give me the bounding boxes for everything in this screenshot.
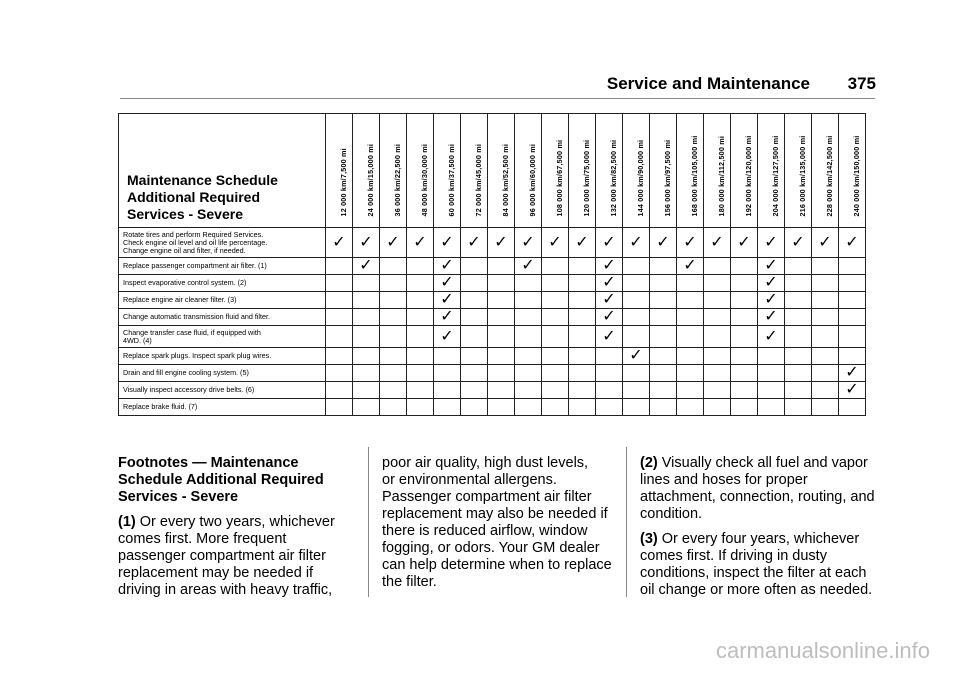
table-row [119, 399, 866, 416]
empty-cell [785, 399, 812, 416]
interval-label: 192 000 km/120,000 mi [744, 135, 753, 217]
interval-label: 228 000 km/142,500 mi [825, 135, 834, 217]
empty-cell [542, 399, 569, 416]
empty-cell [650, 348, 677, 365]
empty-cell [542, 348, 569, 365]
interval-label: 144 000 km/90,000 mi [636, 139, 645, 217]
empty-cell [677, 365, 704, 382]
checkmark-icon: ✓ [839, 228, 866, 258]
empty-cell [380, 382, 407, 399]
empty-cell [623, 258, 650, 275]
table-row [119, 292, 866, 309]
table-title-line-3: Services - Severe [127, 206, 243, 222]
empty-cell [515, 309, 542, 326]
checkmark-icon: ✓ [515, 228, 542, 258]
checkmark-icon: ✓ [434, 275, 461, 292]
empty-cell [407, 258, 434, 275]
empty-cell [515, 365, 542, 382]
empty-cell [542, 382, 569, 399]
empty-cell [569, 399, 596, 416]
empty-cell [731, 382, 758, 399]
empty-cell [677, 309, 704, 326]
empty-cell [353, 309, 380, 326]
service-description: Drain and fill engine cooling system. (5) [119, 365, 326, 382]
interval-label: 204 000 km/127,500 mi [771, 135, 780, 217]
empty-cell [731, 326, 758, 348]
empty-cell [515, 382, 542, 399]
empty-cell [812, 275, 839, 292]
empty-cell [407, 348, 434, 365]
section-title: Service and Maintenance [606, 74, 810, 93]
empty-cell [758, 382, 785, 399]
interval-header [812, 114, 839, 228]
empty-cell [326, 365, 353, 382]
empty-cell [731, 399, 758, 416]
interval-header [677, 114, 704, 228]
empty-cell [812, 348, 839, 365]
checkmark-icon: ✓ [677, 258, 704, 275]
checkmark-icon: ✓ [596, 258, 623, 275]
checkmark-icon: ✓ [704, 228, 731, 258]
empty-cell [812, 326, 839, 348]
checkmark-icon: ✓ [326, 228, 353, 258]
footnote-2: (2) Visually check all fuel and vapor lines and hoses for proper attachment, connection, routing, and condition. [640, 455, 875, 522]
empty-cell [812, 258, 839, 275]
checkmark-icon: ✓ [677, 228, 704, 258]
interval-header [596, 114, 623, 228]
empty-cell [569, 326, 596, 348]
checkmark-icon: ✓ [758, 292, 785, 309]
footnotes-column-3 [640, 455, 885, 607]
interval-header [650, 114, 677, 228]
empty-cell [704, 309, 731, 326]
interval-header [488, 114, 515, 228]
table-row [119, 348, 866, 365]
empty-cell [650, 399, 677, 416]
empty-cell [434, 365, 461, 382]
empty-cell [623, 309, 650, 326]
interval-header [434, 114, 461, 228]
empty-cell [353, 275, 380, 292]
empty-cell [704, 275, 731, 292]
empty-cell [542, 365, 569, 382]
empty-cell [461, 326, 488, 348]
empty-cell [515, 326, 542, 348]
interval-label: 132 000 km/82,500 mi [609, 139, 618, 217]
empty-cell [407, 326, 434, 348]
empty-cell [380, 275, 407, 292]
checkmark-icon: ✓ [434, 309, 461, 326]
interval-header [542, 114, 569, 228]
empty-cell [542, 275, 569, 292]
empty-cell [596, 399, 623, 416]
empty-cell [785, 275, 812, 292]
checkmark-icon: ✓ [596, 292, 623, 309]
interval-header [515, 114, 542, 228]
empty-cell [677, 399, 704, 416]
interval-header [569, 114, 596, 228]
empty-cell [569, 382, 596, 399]
empty-cell [812, 292, 839, 309]
interval-header [461, 114, 488, 228]
empty-cell [785, 292, 812, 309]
empty-cell [623, 292, 650, 309]
empty-cell [731, 309, 758, 326]
service-description: Change transfer case fluid, if equipped with 4WD. (4) [119, 326, 326, 348]
empty-cell [785, 326, 812, 348]
footnote-1: (1) Or every two years, whichever comes first. More frequent passenger compartment air filter replacement may be needed if driving in areas with heavy traffic, [118, 514, 335, 598]
empty-cell [326, 399, 353, 416]
interval-label: 84 000 km/52,500 mi [501, 143, 510, 217]
empty-cell [515, 348, 542, 365]
checkmark-icon: ✓ [812, 228, 839, 258]
empty-cell [704, 348, 731, 365]
empty-cell [785, 348, 812, 365]
empty-cell [569, 275, 596, 292]
empty-cell [812, 399, 839, 416]
checkmark-icon: ✓ [596, 309, 623, 326]
empty-cell [704, 258, 731, 275]
checkmark-icon: ✓ [839, 382, 866, 399]
maintenance-schedule-table [118, 113, 866, 416]
empty-cell [596, 365, 623, 382]
checkmark-icon: ✓ [434, 258, 461, 275]
service-description: Inspect evaporative control system. (2) [119, 275, 326, 292]
interval-label: 12 000 km/7,500 mi [339, 148, 348, 217]
empty-cell [812, 365, 839, 382]
interval-header [326, 114, 353, 228]
interval-label: 240 000 km/150,000 mi [852, 135, 861, 217]
empty-cell [488, 309, 515, 326]
service-description: Replace brake fluid. (7) [119, 399, 326, 416]
empty-cell [488, 275, 515, 292]
footnotes-column-1 [118, 455, 358, 607]
empty-cell [758, 348, 785, 365]
empty-cell [353, 365, 380, 382]
empty-cell [758, 399, 785, 416]
interval-label: 48 000 km/30,000 mi [420, 143, 429, 217]
empty-cell [515, 399, 542, 416]
empty-cell [461, 399, 488, 416]
empty-cell [704, 326, 731, 348]
empty-cell [812, 309, 839, 326]
empty-cell [704, 292, 731, 309]
interval-label: 108 000 km/67,500 mi [555, 139, 564, 217]
checkmark-icon: ✓ [758, 309, 785, 326]
table-row [119, 382, 866, 399]
empty-cell [326, 292, 353, 309]
empty-cell [569, 309, 596, 326]
empty-cell [326, 382, 353, 399]
interval-header [407, 114, 434, 228]
service-description: Change automatic transmission fluid and filter. [119, 309, 326, 326]
checkmark-icon: ✓ [434, 292, 461, 309]
empty-cell [623, 382, 650, 399]
empty-cell [542, 326, 569, 348]
empty-cell [812, 382, 839, 399]
empty-cell [623, 365, 650, 382]
checkmark-icon: ✓ [353, 258, 380, 275]
checkmark-icon: ✓ [488, 228, 515, 258]
interval-header [623, 114, 650, 228]
empty-cell [596, 348, 623, 365]
checkmark-icon: ✓ [785, 228, 812, 258]
checkmark-icon: ✓ [380, 228, 407, 258]
empty-cell [704, 382, 731, 399]
footnote-1-continued: poor air quality, high dust levels, or environmental allergens. Passenger compartment air filter replacement may also be needed if there is reduced airflow, window fogging, or odors. Your GM dealer can help determine when to replace the filter. [382, 455, 612, 590]
footnotes-column-2 [382, 455, 622, 599]
empty-cell [650, 275, 677, 292]
empty-cell [380, 326, 407, 348]
empty-cell [785, 258, 812, 275]
empty-cell [839, 309, 866, 326]
empty-cell [677, 382, 704, 399]
empty-cell [434, 348, 461, 365]
checkmark-icon: ✓ [731, 228, 758, 258]
checkmark-icon: ✓ [623, 228, 650, 258]
empty-cell [353, 348, 380, 365]
empty-cell [839, 348, 866, 365]
empty-cell [839, 275, 866, 292]
empty-cell [731, 348, 758, 365]
empty-cell [623, 275, 650, 292]
empty-cell [731, 292, 758, 309]
empty-cell [515, 275, 542, 292]
interval-header-row [119, 114, 866, 228]
empty-cell [488, 399, 515, 416]
schedule-body [119, 228, 866, 416]
interval-label: 36 000 km/22,500 mi [393, 143, 402, 217]
empty-cell [542, 309, 569, 326]
empty-cell [650, 365, 677, 382]
table-title-line-2: Additional Required [127, 189, 260, 205]
interval-label: 216 000 km/135,000 mi [798, 135, 807, 217]
empty-cell [839, 258, 866, 275]
table-row [119, 326, 866, 348]
empty-cell [407, 365, 434, 382]
empty-cell [461, 382, 488, 399]
empty-cell [326, 309, 353, 326]
checkmark-icon: ✓ [596, 326, 623, 348]
table-row [119, 258, 866, 275]
empty-cell [488, 348, 515, 365]
footnote-3: (3) Or every four years, whichever comes first. If driving in dusty conditions, inspect the filter at each oil change or more often as needed. [640, 531, 873, 598]
empty-cell [326, 258, 353, 275]
empty-cell [569, 258, 596, 275]
checkmark-icon: ✓ [596, 228, 623, 258]
empty-cell [353, 326, 380, 348]
checkmark-icon: ✓ [569, 228, 596, 258]
empty-cell [731, 365, 758, 382]
empty-cell [380, 258, 407, 275]
watermark: carmanualsonline.info [715, 638, 930, 663]
checkmark-icon: ✓ [758, 275, 785, 292]
interval-label: 156 000 km/97,500 mi [663, 139, 672, 217]
interval-label: 120 000 km/75,000 mi [582, 139, 591, 217]
empty-cell [677, 348, 704, 365]
empty-cell [704, 365, 731, 382]
empty-cell [434, 382, 461, 399]
empty-cell [650, 309, 677, 326]
empty-cell [677, 326, 704, 348]
empty-cell [326, 326, 353, 348]
empty-cell [785, 309, 812, 326]
empty-cell [326, 348, 353, 365]
empty-cell [461, 309, 488, 326]
header-rule [120, 98, 875, 99]
empty-cell [488, 382, 515, 399]
empty-cell [461, 275, 488, 292]
empty-cell [542, 292, 569, 309]
checkmark-icon: ✓ [353, 228, 380, 258]
empty-cell [326, 275, 353, 292]
service-description: Rotate tires and perform Required Services. Check engine oil level and oil life percentage. Change engine oil and filter, if needed. [119, 228, 326, 258]
table-title [119, 114, 326, 228]
empty-cell [407, 309, 434, 326]
empty-cell [839, 399, 866, 416]
empty-cell [623, 399, 650, 416]
empty-cell [650, 382, 677, 399]
footnotes-title: Footnotes — Maintenance Schedule Additional Required Services - Severe [118, 455, 324, 505]
column-divider-2 [626, 447, 627, 597]
checkmark-icon: ✓ [515, 258, 542, 275]
empty-cell [380, 365, 407, 382]
service-description: Replace passenger compartment air filter. (1) [119, 258, 326, 275]
interval-header [839, 114, 866, 228]
checkmark-icon: ✓ [623, 348, 650, 365]
empty-cell [758, 365, 785, 382]
checkmark-icon: ✓ [839, 365, 866, 382]
empty-cell [407, 399, 434, 416]
empty-cell [596, 382, 623, 399]
interval-label: 96 000 km/60,000 mi [528, 143, 537, 217]
empty-cell [785, 382, 812, 399]
empty-cell [488, 292, 515, 309]
checkmark-icon: ✓ [650, 228, 677, 258]
checkmark-icon: ✓ [407, 228, 434, 258]
empty-cell [353, 399, 380, 416]
empty-cell [650, 292, 677, 309]
empty-cell [839, 292, 866, 309]
empty-cell [569, 348, 596, 365]
empty-cell [839, 326, 866, 348]
table-row [119, 275, 866, 292]
checkmark-icon: ✓ [758, 228, 785, 258]
empty-cell [650, 326, 677, 348]
empty-cell [380, 309, 407, 326]
empty-cell [434, 399, 461, 416]
empty-cell [353, 382, 380, 399]
empty-cell [569, 365, 596, 382]
column-divider-1 [368, 447, 369, 597]
empty-cell [353, 292, 380, 309]
empty-cell [623, 326, 650, 348]
table-row [119, 309, 866, 326]
empty-cell [677, 292, 704, 309]
service-description: Replace spark plugs. Inspect spark plug wires. [119, 348, 326, 365]
empty-cell [461, 348, 488, 365]
empty-cell [785, 365, 812, 382]
checkmark-icon: ✓ [542, 228, 569, 258]
interval-header [353, 114, 380, 228]
empty-cell [461, 365, 488, 382]
interval-header [785, 114, 812, 228]
empty-cell [515, 292, 542, 309]
page-number: 375 [847, 74, 876, 93]
interval-header [380, 114, 407, 228]
empty-cell [407, 275, 434, 292]
checkmark-icon: ✓ [758, 326, 785, 348]
interval-label: 24 000 km/15,000 mi [366, 143, 375, 217]
empty-cell [380, 292, 407, 309]
empty-cell [650, 258, 677, 275]
page-header [0, 74, 960, 100]
interval-header [731, 114, 758, 228]
empty-cell [488, 365, 515, 382]
empty-cell [704, 399, 731, 416]
empty-cell [488, 326, 515, 348]
empty-cell [380, 399, 407, 416]
empty-cell [569, 292, 596, 309]
interval-label: 60 000 km/37,500 mi [447, 143, 456, 217]
checkmark-icon: ✓ [434, 228, 461, 258]
service-description: Visually inspect accessory drive belts. (6) [119, 382, 326, 399]
table-title-line-1: Maintenance Schedule [127, 172, 278, 188]
interval-label: 168 000 km/105,000 mi [690, 135, 699, 217]
empty-cell [407, 382, 434, 399]
checkmark-icon: ✓ [758, 258, 785, 275]
service-description: Replace engine air cleaner filter. (3) [119, 292, 326, 309]
empty-cell [731, 275, 758, 292]
interval-label: 72 000 km/45,000 mi [474, 143, 483, 217]
table-row [119, 228, 866, 258]
empty-cell [407, 292, 434, 309]
interval-label: 180 000 km/112,500 mi [717, 135, 726, 217]
interval-header [758, 114, 785, 228]
empty-cell [461, 258, 488, 275]
table-row [119, 365, 866, 382]
interval-header [704, 114, 731, 228]
empty-cell [731, 258, 758, 275]
empty-cell [542, 258, 569, 275]
checkmark-icon: ✓ [461, 228, 488, 258]
empty-cell [677, 275, 704, 292]
empty-cell [380, 348, 407, 365]
empty-cell [461, 292, 488, 309]
checkmark-icon: ✓ [596, 275, 623, 292]
checkmark-icon: ✓ [434, 326, 461, 348]
empty-cell [488, 258, 515, 275]
